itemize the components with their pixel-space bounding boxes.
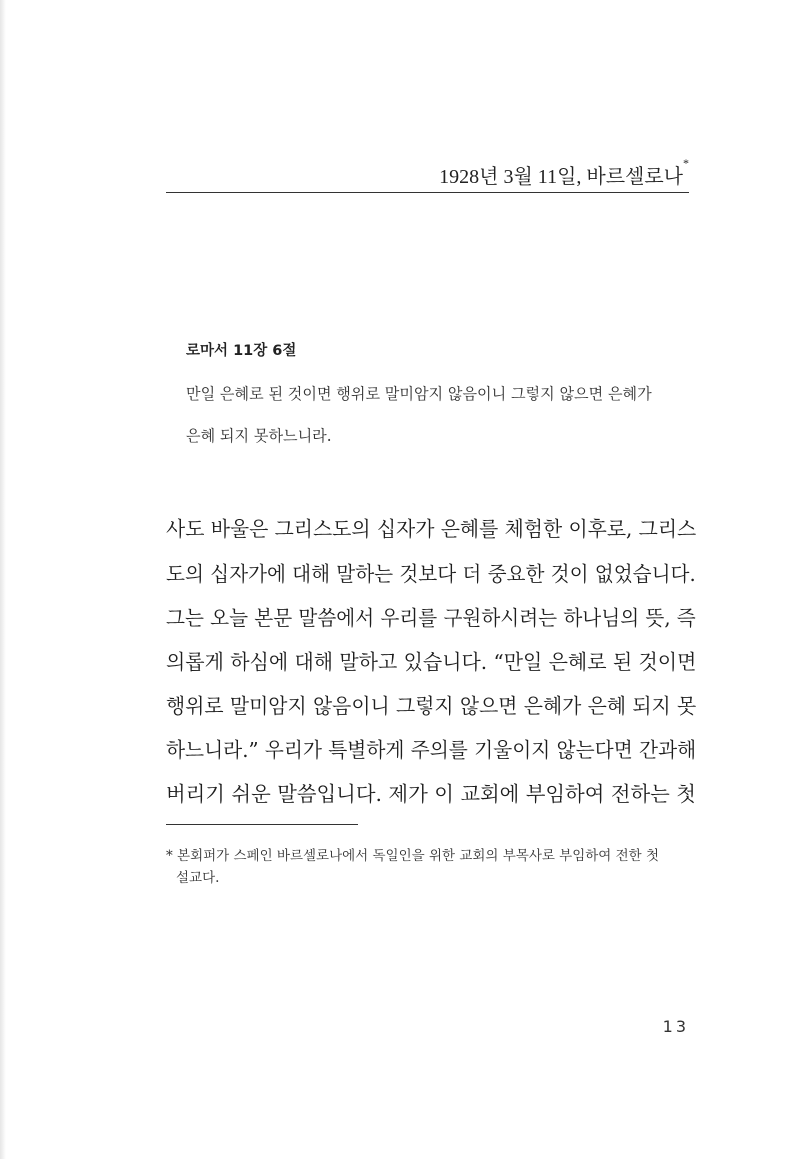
scripture-line: 만일 은혜로 된 것이면 행위로 말미암지 않음이니 그렇지 않으면 은혜가 — [186, 385, 652, 403]
footnote-line: * 본회퍼가 스페인 바르셀로나에서 독일인을 위한 교회의 부목사로 부임하여 전한 첫 — [166, 848, 660, 864]
body-line: 그는 오늘 본문 말씀에서 우리를 구원하시려는 하나님의 뜻, 즉 — [166, 606, 696, 630]
scripture-line: 은혜 되지 못하느니라. — [186, 427, 332, 445]
body-line: 도의 십자가에 대해 말하는 것보다 더 중요한 것이 없었습니다. — [166, 562, 696, 586]
body-line: 행위로 말미암지 않음이니 그렇지 않으면 은혜가 은혜 되지 못 — [166, 694, 697, 718]
body-line: 사도 바울은 그리스도의 십자가 은혜를 체험한 이후로, 그리스 — [166, 517, 697, 541]
body-line: 하느니라.” 우리가 특별하게 주의를 기울이지 않는다면 간과해 — [166, 738, 697, 762]
footnote-divider — [166, 824, 358, 825]
body-line: 의롭게 하심에 대해 말하고 있습니다. “만일 은혜로 된 것이면 — [166, 650, 697, 674]
footnote-line: 설교다. — [176, 870, 220, 886]
body-line: 버리기 쉬운 말씀입니다. 제가 이 교회에 부임하여 전하는 첫 — [166, 782, 696, 806]
scripture-reference: 로마서 11장 6절 — [186, 343, 297, 359]
header-divider — [166, 192, 689, 193]
chapter-header — [439, 156, 689, 189]
footnote-marker: * — [683, 156, 689, 170]
page-number: 13 — [662, 1017, 689, 1036]
page-edge-shadow — [0, 0, 6, 1159]
chapter-title: 1928년 3월 11일, 바르셀로나 — [439, 166, 683, 188]
